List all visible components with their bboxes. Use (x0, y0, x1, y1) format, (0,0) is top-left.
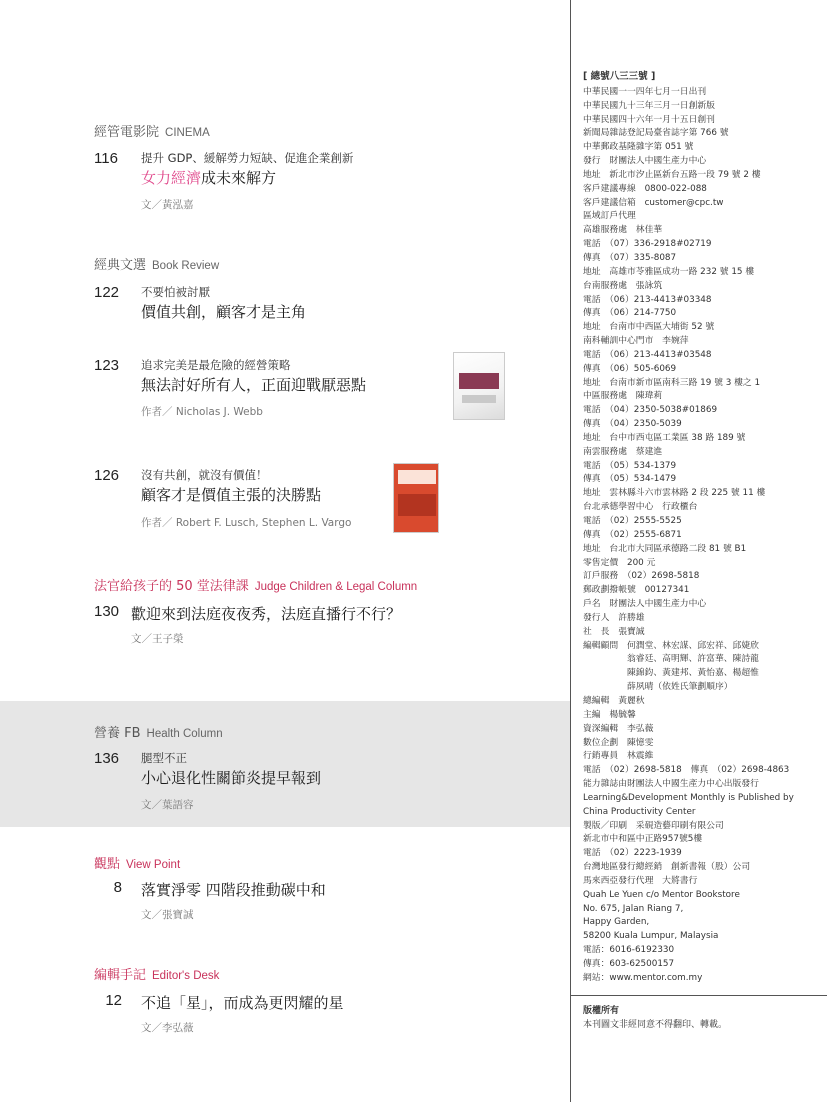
colophon-line: 電話 （02）2223-1939 (583, 848, 682, 859)
article-author: 作者／ Nicholas J. Webb (141, 406, 263, 418)
colophon-line: 主編 楊毓馨 (583, 709, 636, 720)
article-author: 文／黃泓嘉 (141, 199, 194, 211)
colophon-line: 地址 台南市中西區大埔街 52 號 (583, 322, 715, 333)
colophon-line: 網站：www.mentor.com.my (583, 972, 703, 983)
section-judge-zh: 法官給孩子的 50 堂法律課 (94, 579, 249, 594)
colophon-line: 發行 財團法人中國生產力中心 (583, 156, 707, 167)
colophon-line: 中華民國九十三年三月一日創新版 (583, 100, 715, 111)
section-cinema (94, 121, 210, 140)
page-number: 130 (94, 603, 120, 620)
colophon-line: 馬來西亞發行代理 大將書行 (583, 875, 698, 886)
colophon-line: 訂戶服務 （02）2698-5818 (583, 571, 700, 582)
colophon-line: 數位企劃 陳憶雯 (583, 737, 654, 748)
colophon-line: 陳錦鈞、黃建邦、黃怡嘉、楊超惟 (583, 668, 759, 679)
colophon-line: 行銷專員 林震維 (583, 751, 654, 762)
section-book-zh: 經典文選 (94, 258, 147, 273)
section-view-en: View Point (126, 859, 181, 871)
colophon-line: 高雄服務處 林佳華 (583, 225, 663, 236)
article-title[interactable]: 顧客才是價值主張的決勝點 (141, 486, 322, 504)
colophon-line: 總編輯 黃麗秋 (583, 695, 645, 706)
colophon-line: 電話 （06）213-4413#03548 (583, 349, 712, 360)
colophon-line: [ 總號八三三號 ] (583, 71, 656, 82)
page-number: 126 (94, 467, 120, 484)
colophon-line: 傳真 （07）335-8087 (583, 252, 677, 263)
section-editor-zh: 編輯手記 (94, 968, 147, 983)
colophon (583, 70, 823, 986)
page-number: 116 (94, 150, 118, 167)
section-cinema-zh: 經管電影院 (94, 125, 160, 140)
colophon-line: 中區服務處 陳瑋莉 (583, 391, 663, 402)
article-subtitle: 腿型不正 (141, 751, 187, 765)
colophon-line: China Productivity Center (583, 806, 696, 817)
colophon-line: 台南服務處 張詠筑 (583, 280, 663, 291)
page-number: 8 (113, 879, 122, 896)
section-judge (94, 575, 417, 594)
section-health (94, 722, 223, 741)
section-health-zh: 營養 FB (94, 726, 141, 741)
article-subtitle: 沒有共創，就沒有價值！ (141, 468, 268, 482)
article-author: 文／張寶誠 (141, 909, 194, 921)
colophon-line: 社 長 張寶誠 (583, 626, 645, 637)
colophon-line: 製版／印刷 采硯造藝印刷有限公司 (583, 820, 724, 831)
page-number: 123 (94, 357, 120, 374)
colophon-line: 電話 （06）213-4413#03348 (583, 294, 712, 305)
colophon-line: No. 675, Jalan Riang 7, (583, 903, 684, 914)
colophon-line: 台北承德學習中心 行政櫃台 (583, 502, 698, 513)
title-highlight: 女力經濟 (141, 169, 202, 187)
article-title[interactable]: 價值共創，顧客才是主角 (141, 303, 307, 321)
colophon-line: 翁睿廷、高明輝、許富華、陳詩龍 (583, 654, 759, 665)
article-title[interactable]: 落實淨零 四階段推動碳中和 (141, 881, 326, 899)
article-title[interactable]: 小心退化性關節炎提早報到 (141, 769, 322, 787)
colophon-line: 新北市中和區中正路957號5樓 (583, 834, 703, 845)
colophon-line: 電話 （07）336-2918#02719 (583, 239, 712, 250)
colophon-line: 傳真 （05）534-1479 (583, 474, 677, 485)
copyright-title: 版權所有 (583, 1006, 620, 1016)
colophon-line: Quah Le Yuen c/o Mentor Bookstore (583, 889, 740, 900)
colophon-line: 傳真 （06）505-6069 (583, 363, 677, 374)
article-title[interactable] (141, 167, 276, 188)
page-number: 12 (105, 992, 122, 1009)
colophon-line: 傳真 （04）2350-5039 (583, 419, 682, 430)
colophon-line: 電話：6016-6192330 (583, 945, 675, 956)
article-subtitle: 提升 GDP、緩解勞力短缺、促進企業創新 (141, 151, 354, 165)
colophon-line: 地址 高雄市苓雅區成功一路 232 號 15 樓 (583, 266, 755, 277)
article-author: 作者／ Robert F. Lusch, Stephen L. Vargo (141, 517, 352, 529)
colophon-line: 新聞局雜誌登記局臺省誌字第 766 號 (583, 128, 729, 139)
colophon-line: 薛夙晴（依姓氏筆劃順序） (583, 682, 733, 693)
colophon-line: 地址 台南市新市區南科三路 19 號 3 樓之 1 (583, 377, 761, 388)
colophon-line: 傳真 （02）2555-6871 (583, 529, 682, 540)
article-author: 文／王子榮 (131, 633, 184, 645)
article-title[interactable]: 歡迎來到法庭夜夜秀，法庭直播行不行？ (131, 605, 402, 623)
colophon-line: 編輯顧問 何潤堂、林宏謀、邱宏祥、邱婕欣 (583, 640, 759, 651)
colophon-line: 中華民國一一四年七月一日出刊 (583, 86, 707, 97)
article-subtitle: 不要怕被討厭 (141, 285, 210, 299)
colophon-line: Learning&Development Monthly is Published by (583, 792, 794, 803)
section-judge-en: Judge Children & Legal Column (254, 581, 418, 593)
colophon-line: 台灣地區發行總經銷 創新書報（股）公司 (583, 862, 751, 873)
colophon-line: 南科輔訓中心門市 李婉萍 (583, 336, 689, 347)
colophon-line: 電話 （02）2555-5525 (583, 516, 682, 526)
colophon-line: 零售定價 200 元 (583, 557, 656, 568)
article-author: 文／葉語容 (141, 799, 194, 811)
section-view-point (94, 853, 180, 872)
title-rest: 成未來解方 (201, 169, 277, 187)
column-divider (570, 0, 571, 1102)
section-editor (94, 964, 219, 983)
article-title[interactable]: 無法討好所有人，正面迎戰厭惡點 (141, 376, 367, 394)
copyright-text: 本刊圖文非經同意不得翻印、轉載。 (583, 1020, 728, 1030)
colophon-line: 資深編輯 李弘薇 (583, 723, 654, 734)
colophon-line: 地址 台中市西屯區工業區 38 路 189 號 (583, 432, 746, 443)
section-view-zh: 觀點 (94, 857, 121, 872)
rights-divider (570, 995, 827, 996)
colophon-line: 電話 （05）534-1379 (583, 460, 677, 471)
colophon-line: 區域訂戶代理 (583, 211, 636, 222)
colophon-line: 發行人 許勝雄 (583, 612, 645, 623)
colophon-line: 電話 （02）2698-5818 傳真 （02）2698-4863 (583, 765, 790, 776)
article-title[interactable]: 不追「星」，而成為更閃耀的星 (141, 994, 344, 1012)
colophon-line: 地址 新北市汐止區新台五路一段 79 號 2 樓 (583, 169, 761, 180)
section-cinema-en: CINEMA (165, 127, 210, 139)
colophon-line: 電話 （04）2350-5038#01869 (583, 405, 718, 416)
copyright-notice (583, 1004, 823, 1032)
section-editor-en: Editor's Desk (152, 970, 220, 982)
colophon-line: 客戶建議專線 0800-022-088 (583, 183, 707, 194)
colophon-line: 中華郵政基隆雜字第 051 號 (583, 142, 694, 153)
page-number: 122 (94, 284, 120, 301)
book-cover-image (453, 352, 505, 420)
colophon-line: 地址 雲林縣斗六市雲林路 2 段 225 號 11 樓 (583, 488, 766, 499)
colophon-line: 能力雜誌由財團法人中國生產力中心出版發行 (583, 779, 759, 790)
colophon-line: 傳真 （06）214-7750 (583, 308, 677, 319)
section-book-review (94, 254, 219, 273)
colophon-line: 中華民國四十六年一月十五日創刊 (583, 114, 715, 125)
section-book-en: Book Review (152, 260, 220, 272)
colophon-line: Happy Garden, (583, 917, 650, 928)
colophon-line: 傳真：603-62500157 (583, 959, 675, 969)
colophon-line: 戶名 財團法人中國生產力中心 (583, 599, 707, 610)
article-author: 文／李弘薇 (141, 1022, 194, 1034)
colophon-line: 南雲服務處 蔡建進 (583, 446, 663, 457)
page-number: 136 (94, 750, 120, 767)
colophon-line: 郵政劃撥帳號 00127341 (583, 585, 690, 596)
article-subtitle: 追求完美是最危險的經營策略 (141, 358, 291, 372)
colophon-line: 地址 台北市大同區承德路二段 81 號 B1 (583, 543, 747, 554)
colophon-line: 58200 Kuala Lumpur, Malaysia (583, 931, 719, 942)
highlight-band (0, 701, 570, 827)
section-health-en: Health Column (146, 728, 223, 740)
colophon-line: 客戶建議信箱 customer@cpc.tw (583, 197, 724, 208)
book-cover-image (393, 463, 439, 533)
